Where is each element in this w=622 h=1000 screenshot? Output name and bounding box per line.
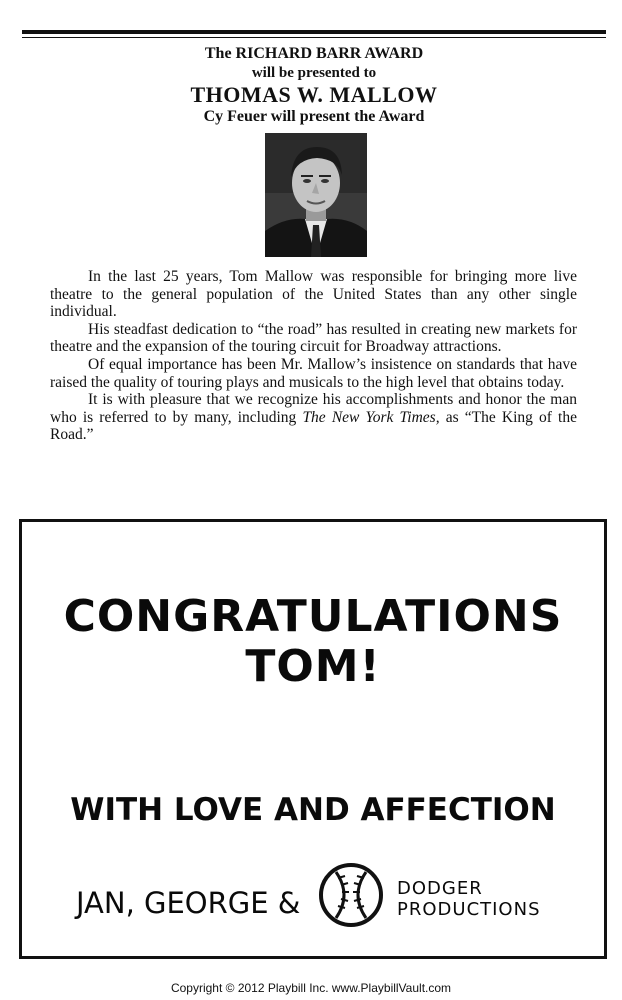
productions-text: PRODUCTIONS (397, 899, 541, 920)
paragraph-4-end: as “The King of the Road.” (50, 408, 577, 444)
newspaper-title: The New York Times, (302, 408, 440, 426)
congratulations-text: CONGRATULATIONS (63, 591, 563, 642)
award-title: The RICHARD BARR AWARD (204, 45, 424, 62)
sender-names: JAN, GEORGE & (76, 886, 301, 920)
love-line: WITH LOVE AND AFFECTION (70, 792, 556, 828)
honoree-name: THOMAS W. MALLOW (190, 82, 438, 107)
top-rule-thick (22, 30, 606, 34)
paragraph-4 (50, 391, 577, 444)
award-header (22, 44, 606, 127)
dodger-text: DODGER (397, 878, 483, 899)
baseball-icon (318, 862, 384, 928)
copyright-footer: Copyright © 2012 Playbill Inc. www.PlaybillVault.com (170, 981, 452, 995)
paragraph-1: In the last 25 years, Tom Mallow was responsible for bringing more live theatre to the general population of the United States than any other single individual. (50, 268, 577, 321)
dodger-productions (397, 878, 541, 920)
paragraph-2: His steadfast dedication to “the road” has resulted in creating new markets for theatre and the expansion of the touring circuit for Broadway attractions. (50, 320, 577, 356)
top-rule-thin (22, 37, 606, 38)
portrait-photo (265, 133, 367, 257)
congratulations-ad (19, 519, 607, 959)
paragraph-4-text: It is with pleasure that we recognize his accomplishments and honor the man who is referred to by many, including (50, 391, 577, 426)
award-subtitle: will be presented to (251, 65, 377, 81)
award-description (50, 268, 577, 444)
paragraph-3: Of equal importance has been Mr. Mallow’s insistence on standards that have raised the quality of touring plays and musicals to the high level that obtains today. (50, 355, 577, 391)
tom-text: TOM! (245, 641, 381, 692)
congratulations-headline (22, 592, 604, 692)
presenter-line: Cy Feuer will present the Award (203, 108, 425, 125)
